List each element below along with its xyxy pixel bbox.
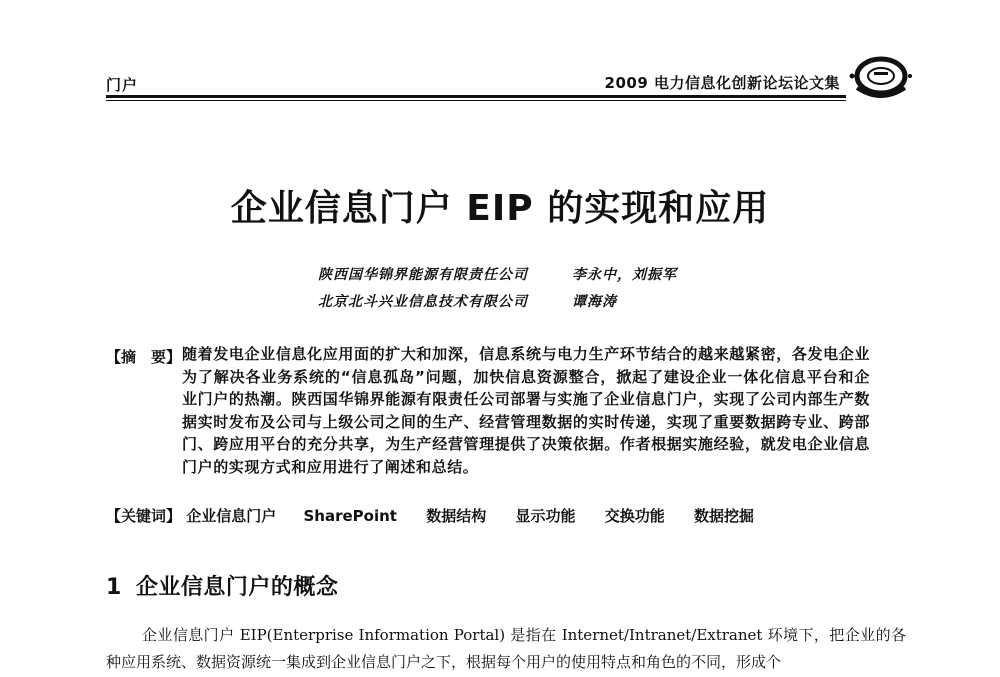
header-rule-thick [106, 95, 846, 98]
author-names: 谭海涛 [572, 294, 617, 310]
keyword: 显示功能 [515, 507, 576, 525]
abstract-label: 【摘 要】 [106, 348, 182, 366]
keyword: 交换功能 [604, 507, 665, 525]
author-names: 李永中，刘振军 [572, 267, 677, 283]
keyword: 企业信息门户 [186, 507, 277, 525]
abstract-text: 随着发电企业信息化应用面的扩大和加深，信息系统与电力生产环节结合的越来越紧密，各发电企业为了解决各业务系统的“信息孤岛”问题，加快信息资源整合，掀起了建设企业一体化信息平台和企业门户的热潮。陕西国华锦界能源有限责任公司部署与实施了企业信息门户，实现了公司内部生产数据实时发布及公司与上级公司之间的生产、经营管理数据的实时传递，实现了重要数据跨专业、跨部门、跨应用平台的充分共享，为生产经营管理提供了决策依据。作者根据实施经验，就发电企业信息门户的实现方式和应用进行了阐述和总结。 [182, 345, 870, 476]
author-affiliation: 北京北斗兴业信息技术有限公司 [318, 294, 528, 310]
body-paragraph: 企业信息门户 EIP(Enterprise Information Portal) 是指在 Internet/Intranet/Extranet 环境下，把企业的各种应用系统、数据资源统一集成到企业信息门户之下，根据每个用户的使用特点和角色的不同，形成个 [106, 626, 906, 671]
forum-logo-icon [848, 52, 914, 106]
section-title: 企业信息门户的概念 [135, 575, 339, 600]
header-rule-thin [106, 100, 846, 101]
section-heading [106, 570, 338, 601]
keywords-line [106, 505, 754, 526]
keyword: 数据挖掘 [693, 507, 754, 525]
running-header-section: 门户 [106, 76, 139, 94]
keyword: SharePoint [303, 507, 397, 525]
keywords-label: 【关键词】 [106, 507, 182, 525]
keyword: 数据结构 [426, 507, 487, 525]
paper-title: 企业信息门户 EIP 的实现和应用 [230, 188, 770, 229]
running-header-journal: 2009 电力信息化创新论坛论文集 [604, 74, 840, 92]
author-affiliation: 陕西国华锦界能源有限责任公司 [318, 267, 528, 283]
section-number: 1 [106, 575, 122, 600]
